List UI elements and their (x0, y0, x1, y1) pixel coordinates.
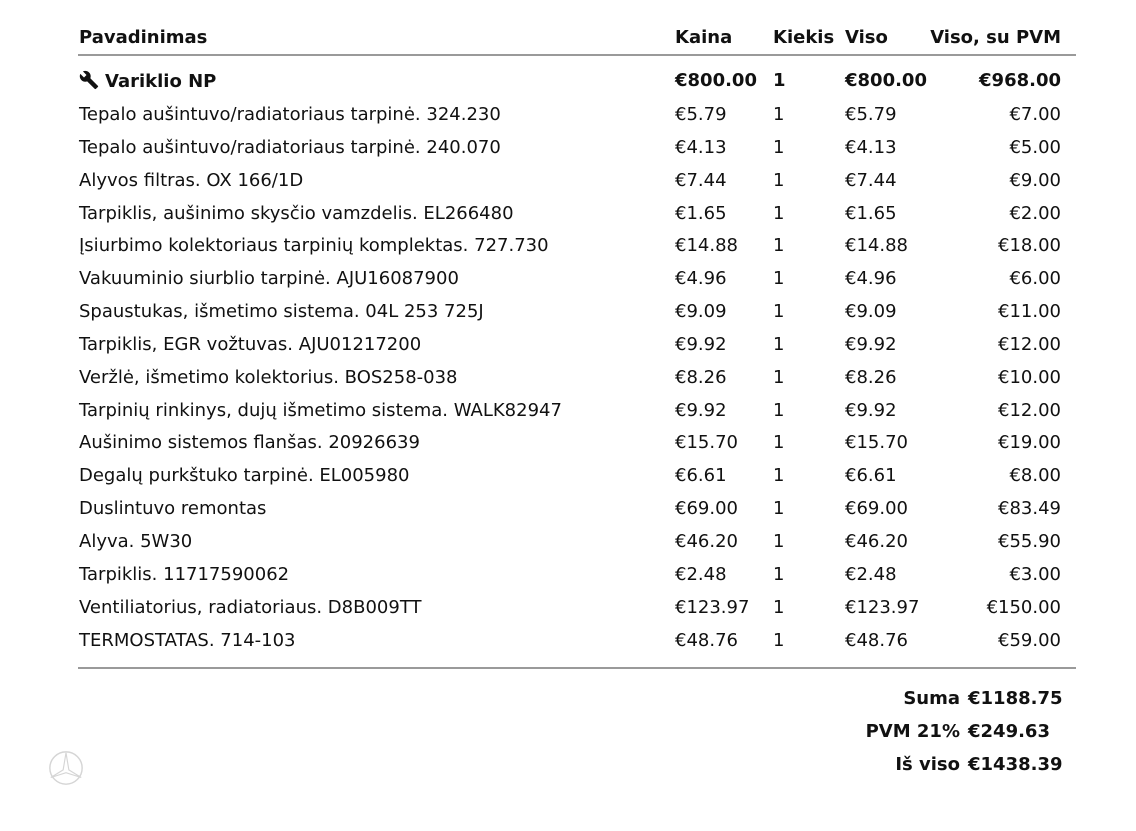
item-name: Įsiurbimo kolektoriaus tarpinių komplektas. 727.730 (79, 235, 549, 257)
item-total: €14.88 (845, 235, 908, 257)
item-price: €4.13 (675, 136, 727, 158)
item-total: €48.76 (845, 629, 908, 651)
item-qty: 1 (773, 596, 785, 618)
item-qty: 1 (773, 366, 785, 388)
item-total-vat: €150.00 (986, 596, 1061, 618)
summary-sum-row (768, 688, 1068, 721)
item-price: €1.65 (675, 202, 727, 224)
table-row (78, 197, 1076, 230)
item-qty: 1 (773, 399, 785, 421)
item-total: €4.13 (845, 136, 897, 158)
item-total: €46.20 (845, 530, 908, 552)
item-total-vat: €55.90 (998, 530, 1061, 552)
header-total: Viso (845, 27, 888, 48)
grand-label: Iš viso (895, 754, 960, 775)
item-price: €9.92 (675, 333, 727, 355)
item-price: €8.26 (675, 366, 727, 388)
item-name: Vakuuminio siurblio tarpinė. AJU16087900 (79, 268, 459, 290)
item-qty: 1 (773, 629, 785, 651)
item-total-vat: €18.00 (998, 235, 1061, 257)
item-price: €9.92 (675, 399, 727, 421)
item-total: €9.09 (845, 301, 897, 323)
item-qty: 1 (773, 498, 785, 520)
item-total-vat: €2.00 (1009, 202, 1061, 224)
header-qty: Kiekis (773, 27, 835, 48)
table-row (78, 591, 1076, 624)
table-row (78, 295, 1076, 328)
item-name: Aušinimo sistemos flanšas. 20926639 (79, 432, 420, 454)
table-header (78, 20, 1076, 56)
service-price: €800.00 (675, 70, 757, 91)
item-price: €14.88 (675, 235, 738, 257)
item-name: Veržlė, išmetimo kolektorius. BOS258-038 (79, 366, 458, 388)
service-total-vat: €968.00 (979, 70, 1061, 91)
header-name: Pavadinimas (79, 27, 208, 48)
summary-vat-row (768, 721, 1068, 754)
item-total-vat: €10.00 (998, 366, 1061, 388)
item-price: €2.48 (675, 563, 727, 585)
item-total: €5.79 (845, 104, 897, 125)
item-qty: 1 (773, 530, 785, 552)
item-qty: 1 (773, 465, 785, 487)
item-qty: 1 (773, 432, 785, 454)
item-qty: 1 (773, 202, 785, 224)
item-name: Tarpiklis, EGR vožtuvas. AJU01217200 (79, 333, 422, 355)
table-row (78, 361, 1076, 394)
item-price: €6.61 (675, 465, 727, 487)
item-total-vat: €59.00 (998, 629, 1061, 651)
item-name: Duslintuvo remontas (79, 498, 267, 520)
item-price: €5.79 (675, 104, 727, 125)
item-qty: 1 (773, 301, 785, 323)
item-qty: 1 (773, 104, 785, 125)
bottom-divider (78, 667, 1076, 669)
header-total-vat: Viso, su PVM (930, 27, 1061, 48)
item-total-vat: €83.49 (998, 498, 1061, 520)
summary-grand-row (768, 754, 1068, 787)
item-price: €4.96 (675, 268, 727, 290)
item-total-vat: €7.00 (1009, 104, 1061, 125)
item-total: €1.65 (845, 202, 897, 224)
item-total: €7.44 (845, 169, 897, 191)
table-row (78, 131, 1076, 164)
item-name: Ventiliatorius, radiatoriaus. D8B009TT (79, 596, 422, 618)
service-total: €800.00 (845, 70, 927, 91)
table-row (78, 492, 1076, 525)
table-row (78, 98, 1076, 131)
table-row (78, 328, 1076, 361)
item-total-vat: €12.00 (998, 333, 1061, 355)
table-row (78, 164, 1076, 197)
items-list (78, 56, 1076, 656)
item-price: €48.76 (675, 629, 738, 651)
item-total: €8.26 (845, 366, 897, 388)
item-name: Alyvos filtras. OX 166/1D (79, 169, 304, 191)
item-name: Tarpiklis. 11717590062 (79, 563, 290, 585)
item-total-vat: €3.00 (1009, 563, 1061, 585)
item-qty: 1 (773, 235, 785, 257)
table-row (78, 229, 1076, 262)
item-price: €7.44 (675, 169, 727, 191)
item-total-vat: €6.00 (1009, 268, 1061, 290)
invoice-table (78, 20, 1076, 656)
item-name: Spaustukas, išmetimo sistema. 04L 253 725J (79, 301, 484, 323)
table-row (78, 426, 1076, 459)
header-price: Kaina (675, 27, 733, 48)
service-name-cell (79, 70, 216, 92)
item-total-vat: €8.00 (1009, 465, 1061, 487)
item-qty: 1 (773, 169, 785, 191)
item-total-vat: €12.00 (998, 399, 1061, 421)
item-total-vat: €19.00 (998, 432, 1061, 454)
item-price: €123.97 (675, 596, 750, 618)
vat-value: €249.63 (968, 721, 1050, 742)
item-total-vat: €11.00 (998, 301, 1061, 323)
item-total-vat: €5.00 (1009, 136, 1061, 158)
item-qty: 1 (773, 563, 785, 585)
vat-label: PVM 21% (865, 721, 960, 742)
item-total: €9.92 (845, 399, 897, 421)
table-row (78, 624, 1076, 657)
item-price: €9.09 (675, 301, 727, 323)
item-name: Tarpinių rinkinys, dujų išmetimo sistema. WALK82947 (79, 399, 562, 421)
item-total: €15.70 (845, 432, 908, 454)
sum-label: Suma (903, 688, 960, 709)
table-row (78, 394, 1076, 427)
item-qty: 1 (773, 268, 785, 290)
table-row (78, 525, 1076, 558)
item-total-vat: €9.00 (1009, 169, 1061, 191)
table-row (78, 558, 1076, 591)
item-total: €123.97 (845, 596, 920, 618)
service-row (78, 62, 1076, 98)
item-name: Degalų purkštuko tarpinė. EL005980 (79, 465, 410, 487)
item-name: TERMOSTATAS. 714-103 (79, 629, 296, 651)
item-qty: 1 (773, 136, 785, 158)
table-row (78, 459, 1076, 492)
item-total: €2.48 (845, 563, 897, 585)
item-price: €15.70 (675, 432, 738, 454)
item-name: Tarpiklis, aušinimo skysčio vamzdelis. EL266480 (79, 202, 514, 224)
service-name: Variklio NP (105, 71, 217, 92)
item-name: Tepalo aušintuvo/radiatoriaus tarpinė. 324.230 (79, 104, 501, 125)
item-total: €69.00 (845, 498, 908, 520)
sum-value: €1188.75 (968, 688, 1063, 709)
item-name: Alyva. 5W30 (79, 530, 193, 552)
summary-block (768, 688, 1068, 787)
wrench-icon (79, 70, 99, 90)
item-total: €6.61 (845, 465, 897, 487)
item-price: €46.20 (675, 530, 738, 552)
item-price: €69.00 (675, 498, 738, 520)
item-total: €4.96 (845, 268, 897, 290)
service-qty: 1 (773, 70, 786, 91)
star-logo-icon (47, 749, 85, 787)
item-total: €9.92 (845, 333, 897, 355)
item-name: Tepalo aušintuvo/radiatoriaus tarpinė. 240.070 (79, 136, 501, 158)
grand-value: €1438.39 (968, 754, 1063, 775)
table-row (78, 262, 1076, 295)
item-qty: 1 (773, 333, 785, 355)
